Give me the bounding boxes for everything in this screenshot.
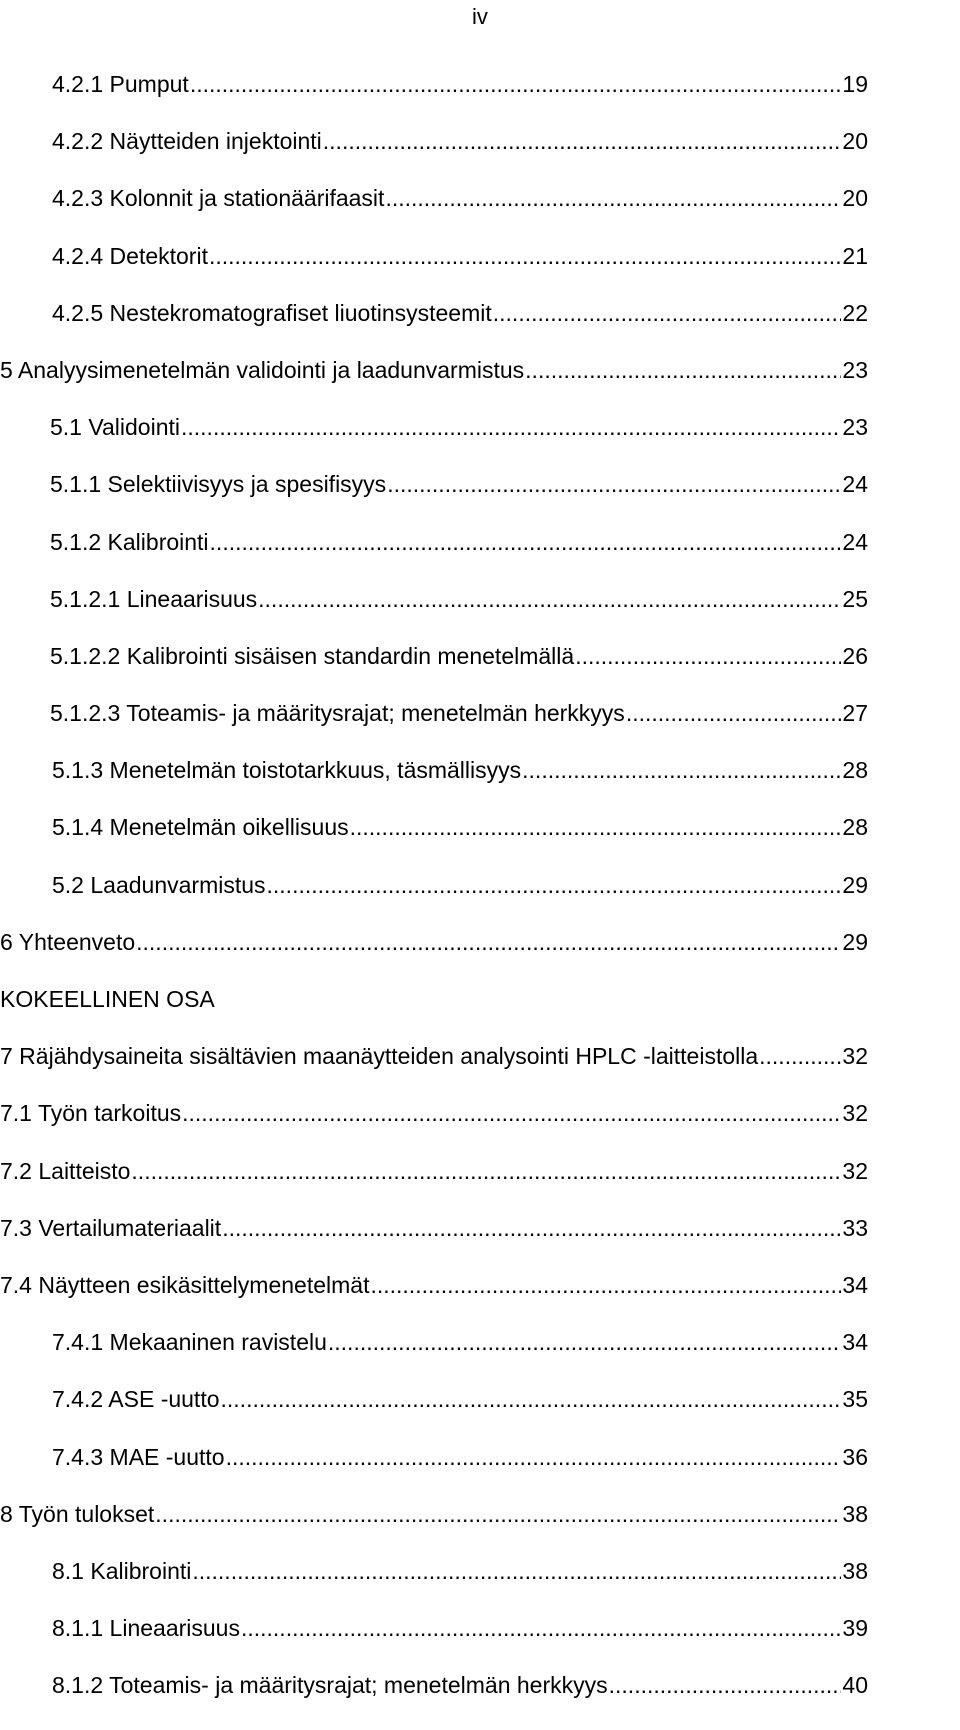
toc-leader-dots [190,72,842,96]
toc-entry-page-number: 24 [842,471,868,498]
toc-entry-title: 8.1.1 Lineaarisuus [52,1615,240,1642]
toc-entry-title: 7.1 Työn tarkoitus [0,1100,182,1127]
toc-entry-title: 5.2 Laadunvarmistus [52,871,266,898]
toc-entry-page-number: 19 [842,71,868,97]
toc-entry-title: 7.4 Näytteen esikäsittelymenetelmät [0,1271,370,1298]
toc-entry[interactable] [0,1101,960,1158]
toc-entry-title: 5.1.2 Kalibrointi [50,528,209,555]
toc-entry-title: 4.2.2 Näytteiden injektointi [52,128,322,155]
toc-entry-page-number: 26 [842,642,868,669]
toc-entry-title: 5.1 Validointi [50,414,180,441]
toc-entry[interactable] [0,1616,960,1673]
toc-entry[interactable] [0,930,960,987]
toc-entry[interactable] [0,358,960,415]
toc-leader-dots [222,1216,841,1240]
toc-leader-dots [182,1101,841,1125]
toc-entry-page-number: 32 [842,1157,868,1184]
toc-entry-page-number: 29 [842,871,868,898]
toc-entry-page-number: 27 [842,700,868,727]
toc-entry[interactable] [0,815,960,872]
toc-entry[interactable] [0,1330,960,1387]
toc-leader-dots [155,1502,841,1526]
toc-entry[interactable] [0,587,960,644]
toc-entry-page-number: 34 [842,1271,868,1298]
toc-leader-dots [209,244,841,268]
toc-entry-page-number: 24 [842,528,868,555]
toc-entry-title: 7 Räjähdysaineita sisältävien maanäytteiden analysointi HPLC -laitteistolla [0,1043,759,1070]
toc-leader-dots [522,758,841,782]
toc-entry-title: 4.2.5 Nestekromatografiset liuotinsysteemit [52,299,492,326]
toc-leader-dots [226,1445,842,1469]
toc-entry[interactable] [0,301,960,358]
toc-entry[interactable] [0,1445,960,1502]
toc-section-heading [0,987,960,1044]
toc-entry[interactable] [0,244,960,301]
toc-entry-title: 7.4.3 MAE -uutto [52,1443,225,1470]
toc-entry-title: 5 Analyysimenetelmän validointi ja laadunvarmistus [0,356,525,383]
toc-entry-title: 4.2.3 Kolonnit ja stationäärifaasit [52,185,385,212]
toc-leader-dots [525,358,841,382]
toc-entry-page-number: 38 [842,1500,868,1527]
toc-leader-dots [258,587,841,611]
toc-leader-dots [131,1159,841,1183]
toc-entry-title: 7.2 Laitteisto [0,1157,131,1184]
toc-entry-page-number: 28 [842,814,868,841]
toc-leader-dots [192,1559,841,1583]
toc-leader-dots [609,1673,842,1697]
toc-leader-dots [323,129,842,153]
toc-entry-title: 5.1.4 Menetelmän oikellisuus [52,814,349,841]
toc-entry[interactable] [0,129,960,186]
toc-entry-title: 7.4.1 Mekaaninen ravistelu [52,1329,327,1356]
toc-entry-page-number: 29 [842,928,868,955]
toc-leader-dots [267,873,842,897]
toc-entry-title: 8.1.2 Toteamis- ja määritysrajat; menetelmän herkkyys [52,1672,608,1699]
toc-entry-title: 8.1 Kalibrointi [52,1557,192,1584]
toc-entry-page-number: 20 [842,185,868,212]
toc-entry-title: 7.4.2 ASE -uutto [52,1386,220,1413]
toc-entry[interactable] [0,415,960,472]
toc-entry-title: 4.2.1 Pumput [52,71,189,97]
toc-entry[interactable] [0,1673,960,1730]
toc-entry-page-number: 25 [842,585,868,612]
toc-entry-title: 5.1.2.2 Kalibrointi sisäisen standardin menetelmällä [50,642,575,669]
toc-entry-title: 5.1.1 Selektiivisyys ja spesifisyys [50,471,387,498]
toc-leader-dots [575,644,841,668]
toc-leader-dots [350,815,842,839]
toc-entry[interactable] [0,1216,960,1273]
toc-leader-dots [181,415,841,439]
toc-leader-dots [626,701,842,725]
toc-leader-dots [387,472,841,496]
toc-entry[interactable] [0,1273,960,1330]
toc-entry[interactable] [0,873,960,930]
toc-entry-title: 7.3 Vertailumateriaalit [0,1214,222,1241]
toc-entry-page-number: 22 [842,299,868,326]
toc-entry-title: 5.1.2.1 Lineaarisuus [50,585,258,612]
toc-entry[interactable] [0,1159,960,1216]
toc-entry[interactable] [0,701,960,758]
toc-leader-dots [221,1387,842,1411]
toc-entry-page-number: 32 [842,1043,868,1070]
toc-entry-page-number: 39 [842,1615,868,1642]
toc-entry-title: 5.1.2.3 Toteamis- ja määritysrajat; menetelmän herkkyys [50,700,625,727]
toc-entry[interactable] [0,1044,960,1101]
toc-leader-dots [136,930,841,954]
toc-entry[interactable] [0,72,960,129]
toc-entry-page-number: 36 [842,1443,868,1470]
table-of-contents [0,72,960,1730]
toc-entry-page-number: 38 [842,1557,868,1584]
toc-entry-page-number: 34 [842,1329,868,1356]
page-number: iv [472,4,488,29]
toc-entry-page-number: 23 [842,356,868,383]
toc-entry[interactable] [0,186,960,243]
toc-entry-title: 6 Yhteenveto [0,928,136,955]
toc-entry[interactable] [0,472,960,529]
toc-leader-dots [385,186,841,210]
toc-entry-title: 4.2.4 Detektorit [52,242,208,269]
toc-entry-title: 8 Työn tulokset [0,1500,155,1527]
toc-leader-dots [210,530,842,554]
toc-entry-page-number: 40 [842,1672,868,1699]
toc-leader-dots [328,1330,842,1354]
toc-entry-page-number: 35 [842,1386,868,1413]
toc-entry[interactable] [0,530,960,587]
toc-entry-page-number: 21 [842,242,868,269]
toc-leader-dots [493,301,842,325]
toc-entry[interactable] [0,1559,960,1616]
toc-entry-page-number: 20 [842,128,868,155]
toc-entry[interactable] [0,644,960,701]
toc-entry[interactable] [0,1502,960,1559]
toc-entry-page-number: 23 [842,414,868,441]
toc-entry[interactable] [0,1387,960,1444]
toc-entry-page-number: 33 [842,1214,868,1241]
toc-entry-title: KOKEELLINEN OSA [0,986,215,1012]
toc-entry[interactable] [0,758,960,815]
toc-leader-dots [759,1044,841,1068]
toc-leader-dots [370,1273,841,1297]
toc-entry-title: 5.1.3 Menetelmän toistotarkkuus, täsmällisyys [52,757,522,784]
toc-entry-page-number: 32 [842,1100,868,1127]
toc-leader-dots [241,1616,841,1640]
toc-entry-page-number: 28 [842,757,868,784]
